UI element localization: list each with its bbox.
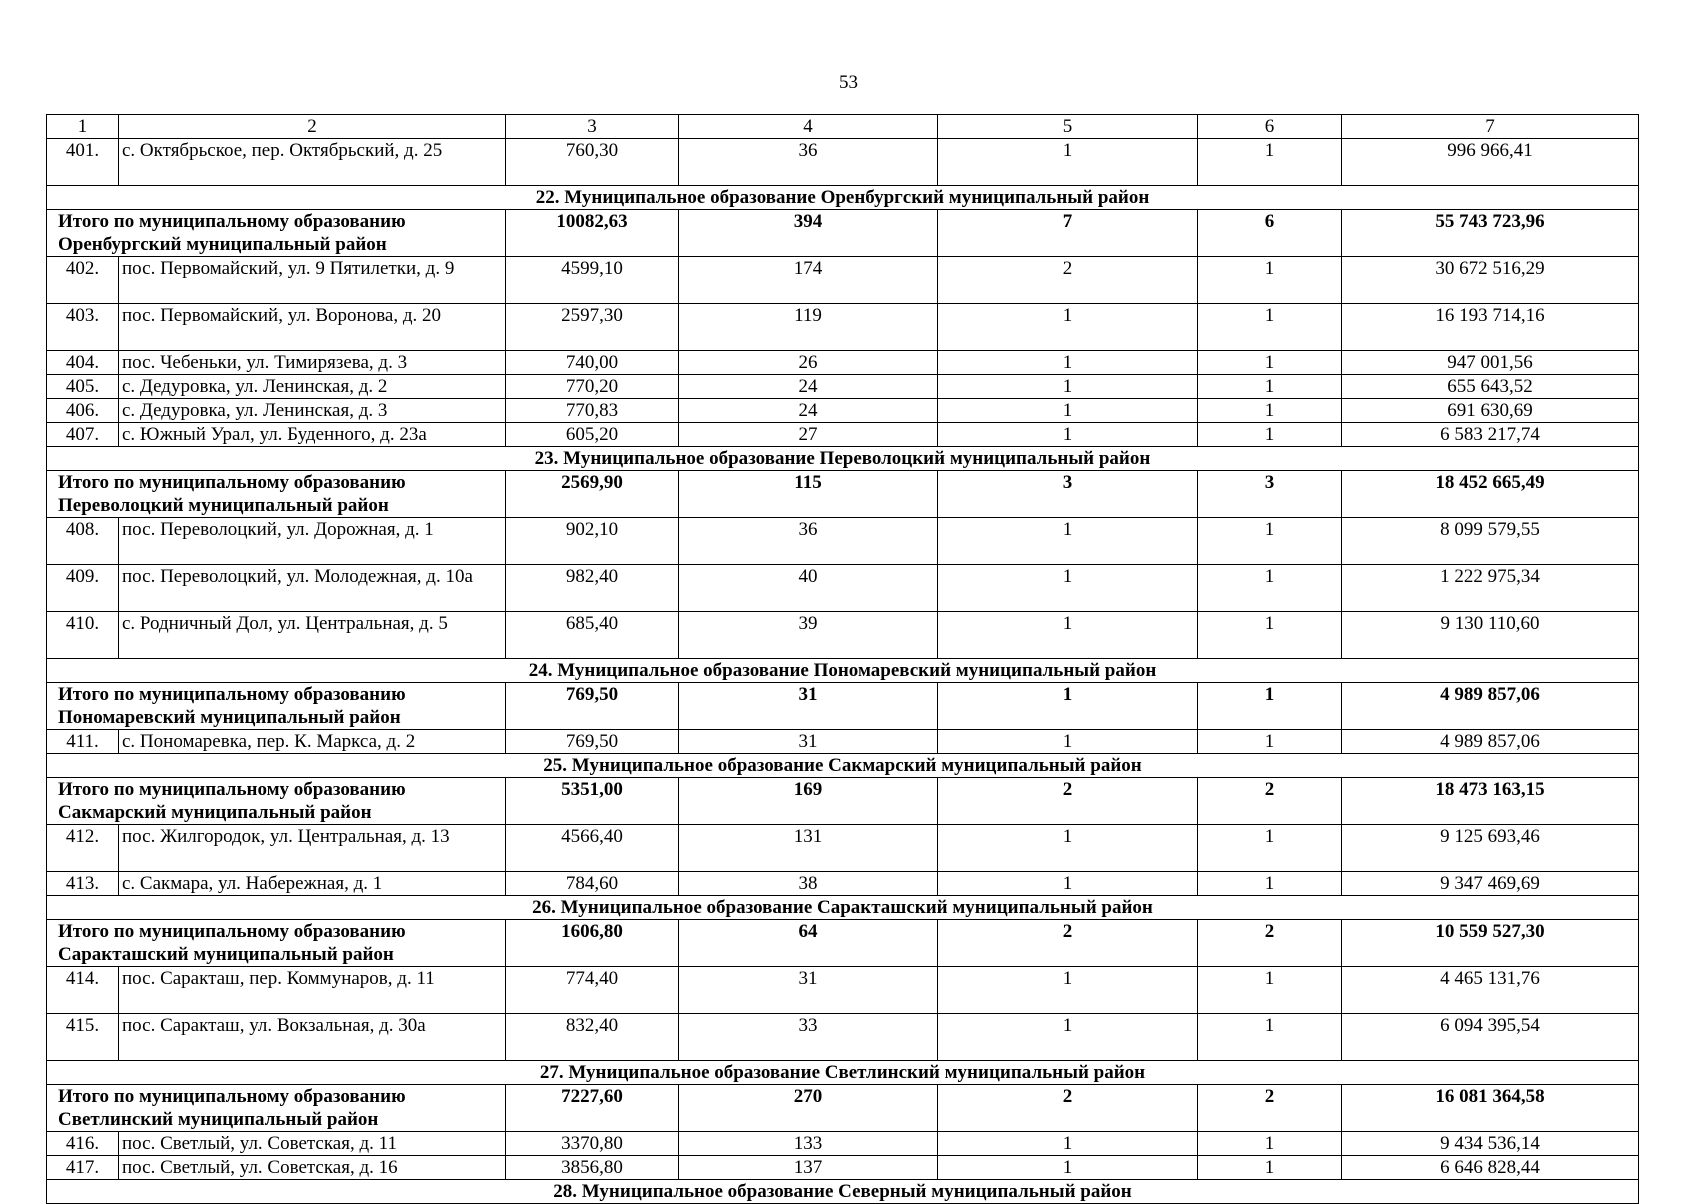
- count-6-cell: 1: [1198, 139, 1342, 186]
- section-title: 25. Муниципальное образование Сакмарский муниципальный район: [47, 754, 1639, 778]
- residents-count-cell: 36: [679, 139, 938, 186]
- subtotal-row: [47, 920, 1639, 967]
- column-number-row: [47, 115, 1639, 139]
- buildings-count-cell: 1: [938, 730, 1198, 754]
- row-number-cell: 405.: [47, 375, 119, 399]
- residents-count-cell: 174: [679, 257, 938, 304]
- row-number-cell: 415.: [47, 1014, 119, 1061]
- count-6-cell: 1: [1198, 1014, 1342, 1061]
- count-6-cell: 1: [1198, 375, 1342, 399]
- buildings-count-cell: 1: [938, 1156, 1198, 1180]
- cost-cell: 9 347 469,69: [1342, 872, 1639, 896]
- address-cell: пос. Светлый, ул. Советская, д. 11: [119, 1132, 506, 1156]
- section-header-row: [47, 659, 1639, 683]
- section-header-row: [47, 754, 1639, 778]
- subtotal-label: Итого по муниципальному образованию Оренбургский муниципальный район: [47, 210, 506, 257]
- table-row: [47, 139, 1639, 186]
- subtotal-value: 64: [679, 920, 938, 967]
- total-area-cell: 605,20: [506, 423, 679, 447]
- total-area-cell: 774,40: [506, 967, 679, 1014]
- subtotal-value: 31: [679, 683, 938, 730]
- table-row: [47, 565, 1639, 612]
- residents-count-cell: 27: [679, 423, 938, 447]
- column-number-cell: 7: [1342, 115, 1639, 139]
- subtotal-value: 169: [679, 778, 938, 825]
- address-cell: пос. Переволоцкий, ул. Дорожная, д. 1: [119, 518, 506, 565]
- row-number-cell: 404.: [47, 351, 119, 375]
- column-number-cell: 5: [938, 115, 1198, 139]
- subtotal-label: Итого по муниципальному образованию Саракташский муниципальный район: [47, 920, 506, 967]
- cost-cell: 6 094 395,54: [1342, 1014, 1639, 1061]
- cost-cell: 16 193 714,16: [1342, 304, 1639, 351]
- count-6-cell: 1: [1198, 257, 1342, 304]
- subtotal-value: 769,50: [506, 683, 679, 730]
- table-body: [47, 115, 1639, 1204]
- table-row: [47, 825, 1639, 872]
- subtotal-value: 270: [679, 1085, 938, 1132]
- column-number-cell: 3: [506, 115, 679, 139]
- cost-cell: 9 130 110,60: [1342, 612, 1639, 659]
- table-row: [47, 351, 1639, 375]
- total-area-cell: 784,60: [506, 872, 679, 896]
- total-area-cell: 3856,80: [506, 1156, 679, 1180]
- residents-count-cell: 31: [679, 730, 938, 754]
- residents-count-cell: 33: [679, 1014, 938, 1061]
- residents-count-cell: 36: [679, 518, 938, 565]
- subtotal-value: 55 743 723,96: [1342, 210, 1639, 257]
- row-number-cell: 406.: [47, 399, 119, 423]
- subtotal-value: 1606,80: [506, 920, 679, 967]
- total-area-cell: 982,40: [506, 565, 679, 612]
- subtotal-value: 115: [679, 471, 938, 518]
- subtotal-value: 18 452 665,49: [1342, 471, 1639, 518]
- subtotal-value: 1: [938, 683, 1198, 730]
- buildings-count-cell: 1: [938, 518, 1198, 565]
- buildings-count-cell: 1: [938, 139, 1198, 186]
- buildings-count-cell: 1: [938, 872, 1198, 896]
- cost-cell: 30 672 516,29: [1342, 257, 1639, 304]
- table-row: [47, 257, 1639, 304]
- row-number-cell: 407.: [47, 423, 119, 447]
- subtotal-row: [47, 471, 1639, 518]
- total-area-cell: 769,50: [506, 730, 679, 754]
- section-title: 22. Муниципальное образование Оренбургский муниципальный район: [47, 186, 1639, 210]
- table-row: [47, 423, 1639, 447]
- address-cell: с. Дедуровка, ул. Ленинская, д. 3: [119, 399, 506, 423]
- cost-cell: 9 125 693,46: [1342, 825, 1639, 872]
- subtotal-value: 2: [1198, 778, 1342, 825]
- section-title: 27. Муниципальное образование Светлинский муниципальный район: [47, 1061, 1639, 1085]
- row-number-cell: 410.: [47, 612, 119, 659]
- section-title: 23. Муниципальное образование Переволоцкий муниципальный район: [47, 447, 1639, 471]
- subtotal-value: 394: [679, 210, 938, 257]
- subtotal-value: 3: [1198, 471, 1342, 518]
- buildings-count-cell: 1: [938, 423, 1198, 447]
- column-number-cell: 2: [119, 115, 506, 139]
- table-row: [47, 967, 1639, 1014]
- section-title: 26. Муниципальное образование Саракташский муниципальный район: [47, 896, 1639, 920]
- subtotal-value: 2: [938, 1085, 1198, 1132]
- residents-count-cell: 119: [679, 304, 938, 351]
- column-number-cell: 4: [679, 115, 938, 139]
- table-row: [47, 612, 1639, 659]
- table-row: [47, 872, 1639, 896]
- section-header-row: [47, 1061, 1639, 1085]
- count-6-cell: 1: [1198, 612, 1342, 659]
- cost-cell: 8 099 579,55: [1342, 518, 1639, 565]
- count-6-cell: 1: [1198, 967, 1342, 1014]
- table-row: [47, 1132, 1639, 1156]
- address-cell: пос. Первомайский, ул. 9 Пятилетки, д. 9: [119, 257, 506, 304]
- subtotal-label: Итого по муниципальному образованию Светлинский муниципальный район: [47, 1085, 506, 1132]
- count-6-cell: 1: [1198, 1132, 1342, 1156]
- subtotal-value: 2: [938, 778, 1198, 825]
- section-title: 24. Муниципальное образование Пономаревский муниципальный район: [47, 659, 1639, 683]
- residents-count-cell: 39: [679, 612, 938, 659]
- total-area-cell: 4566,40: [506, 825, 679, 872]
- subtotal-value: 3: [938, 471, 1198, 518]
- row-number-cell: 402.: [47, 257, 119, 304]
- address-cell: с. Октябрьское, пер. Октябрьский, д. 25: [119, 139, 506, 186]
- row-number-cell: 417.: [47, 1156, 119, 1180]
- buildings-count-cell: 1: [938, 351, 1198, 375]
- subtotal-row: [47, 683, 1639, 730]
- residents-count-cell: 31: [679, 967, 938, 1014]
- row-number-cell: 401.: [47, 139, 119, 186]
- address-cell: с. Сакмара, ул. Набережная, д. 1: [119, 872, 506, 896]
- subtotal-value: 2: [1198, 1085, 1342, 1132]
- subtotal-value: 2: [1198, 920, 1342, 967]
- cost-cell: 9 434 536,14: [1342, 1132, 1639, 1156]
- address-cell: пос. Саракташ, пер. Коммунаров, д. 11: [119, 967, 506, 1014]
- cost-cell: 4 465 131,76: [1342, 967, 1639, 1014]
- table-row: [47, 1156, 1639, 1180]
- cost-cell: 947 001,56: [1342, 351, 1639, 375]
- count-6-cell: 1: [1198, 1156, 1342, 1180]
- address-cell: пос. Светлый, ул. Советская, д. 16: [119, 1156, 506, 1180]
- subtotal-value: 16 081 364,58: [1342, 1085, 1639, 1132]
- column-number-cell: 6: [1198, 115, 1342, 139]
- total-area-cell: 4599,10: [506, 257, 679, 304]
- subtotal-value: 2569,90: [506, 471, 679, 518]
- total-area-cell: 740,00: [506, 351, 679, 375]
- housing-register-table: [46, 114, 1639, 1204]
- count-6-cell: 1: [1198, 399, 1342, 423]
- buildings-count-cell: 1: [938, 825, 1198, 872]
- subtotal-value: 4 989 857,06: [1342, 683, 1639, 730]
- subtotal-value: 7227,60: [506, 1085, 679, 1132]
- section-title: 28. Муниципальное образование Северный муниципальный район: [47, 1180, 1639, 1204]
- cost-cell: 1 222 975,34: [1342, 565, 1639, 612]
- count-6-cell: 1: [1198, 351, 1342, 375]
- count-6-cell: 1: [1198, 730, 1342, 754]
- address-cell: пос. Переволоцкий, ул. Молодежная, д. 10а: [119, 565, 506, 612]
- residents-count-cell: 40: [679, 565, 938, 612]
- residents-count-cell: 38: [679, 872, 938, 896]
- address-cell: с. Южный Урал, ул. Буденного, д. 23а: [119, 423, 506, 447]
- column-number-cell: 1: [47, 115, 119, 139]
- count-6-cell: 1: [1198, 518, 1342, 565]
- cost-cell: 655 643,52: [1342, 375, 1639, 399]
- total-area-cell: 2597,30: [506, 304, 679, 351]
- count-6-cell: 1: [1198, 565, 1342, 612]
- buildings-count-cell: 1: [938, 565, 1198, 612]
- buildings-count-cell: 1: [938, 1132, 1198, 1156]
- cost-cell: 691 630,69: [1342, 399, 1639, 423]
- total-area-cell: 770,20: [506, 375, 679, 399]
- buildings-count-cell: 1: [938, 967, 1198, 1014]
- buildings-count-cell: 1: [938, 612, 1198, 659]
- subtotal-value: 2: [938, 920, 1198, 967]
- total-area-cell: 770,83: [506, 399, 679, 423]
- buildings-count-cell: 1: [938, 375, 1198, 399]
- row-number-cell: 413.: [47, 872, 119, 896]
- table-row: [47, 518, 1639, 565]
- address-cell: пос. Чебеньки, ул. Тимирязева, д. 3: [119, 351, 506, 375]
- subtotal-label: Итого по муниципальному образованию Переволоцкий муниципальный район: [47, 471, 506, 518]
- buildings-count-cell: 1: [938, 399, 1198, 423]
- table-row: [47, 399, 1639, 423]
- cost-cell: 996 966,41: [1342, 139, 1639, 186]
- address-cell: пос. Первомайский, ул. Воронова, д. 20: [119, 304, 506, 351]
- subtotal-label: Итого по муниципальному образованию Сакмарский муниципальный район: [47, 778, 506, 825]
- row-number-cell: 408.: [47, 518, 119, 565]
- table-row: [47, 375, 1639, 399]
- total-area-cell: 902,10: [506, 518, 679, 565]
- count-6-cell: 1: [1198, 423, 1342, 447]
- section-header-row: [47, 186, 1639, 210]
- residents-count-cell: 131: [679, 825, 938, 872]
- subtotal-row: [47, 210, 1639, 257]
- address-cell: пос. Саракташ, ул. Вокзальная, д. 30а: [119, 1014, 506, 1061]
- address-cell: с. Дедуровка, ул. Ленинская, д. 2: [119, 375, 506, 399]
- table-row: [47, 304, 1639, 351]
- residents-count-cell: 137: [679, 1156, 938, 1180]
- section-header-row: [47, 896, 1639, 920]
- count-6-cell: 1: [1198, 304, 1342, 351]
- row-number-cell: 409.: [47, 565, 119, 612]
- cost-cell: 6 646 828,44: [1342, 1156, 1639, 1180]
- subtotal-row: [47, 1085, 1639, 1132]
- subtotal-value: 18 473 163,15: [1342, 778, 1639, 825]
- row-number-cell: 412.: [47, 825, 119, 872]
- buildings-count-cell: 1: [938, 1014, 1198, 1061]
- residents-count-cell: 24: [679, 375, 938, 399]
- total-area-cell: 760,30: [506, 139, 679, 186]
- row-number-cell: 403.: [47, 304, 119, 351]
- row-number-cell: 416.: [47, 1132, 119, 1156]
- section-header-row: [47, 447, 1639, 471]
- subtotal-value: 5351,00: [506, 778, 679, 825]
- page-number: 53: [839, 72, 858, 93]
- buildings-count-cell: 2: [938, 257, 1198, 304]
- address-cell: пос. Жилгородок, ул. Центральная, д. 13: [119, 825, 506, 872]
- row-number-cell: 414.: [47, 967, 119, 1014]
- residents-count-cell: 24: [679, 399, 938, 423]
- table-row: [47, 730, 1639, 754]
- subtotal-value: 10082,63: [506, 210, 679, 257]
- total-area-cell: 685,40: [506, 612, 679, 659]
- subtotal-value: 10 559 527,30: [1342, 920, 1639, 967]
- buildings-count-cell: 1: [938, 304, 1198, 351]
- row-number-cell: 411.: [47, 730, 119, 754]
- subtotal-label: Итого по муниципальному образованию Пономаревский муниципальный район: [47, 683, 506, 730]
- total-area-cell: 832,40: [506, 1014, 679, 1061]
- subtotal-row: [47, 778, 1639, 825]
- count-6-cell: 1: [1198, 872, 1342, 896]
- cost-cell: 4 989 857,06: [1342, 730, 1639, 754]
- count-6-cell: 1: [1198, 825, 1342, 872]
- residents-count-cell: 26: [679, 351, 938, 375]
- address-cell: с. Родничный Дол, ул. Центральная, д. 5: [119, 612, 506, 659]
- cost-cell: 6 583 217,74: [1342, 423, 1639, 447]
- subtotal-value: 6: [1198, 210, 1342, 257]
- total-area-cell: 3370,80: [506, 1132, 679, 1156]
- table-row: [47, 1014, 1639, 1061]
- subtotal-value: 1: [1198, 683, 1342, 730]
- subtotal-value: 7: [938, 210, 1198, 257]
- residents-count-cell: 133: [679, 1132, 938, 1156]
- address-cell: с. Пономаревка, пер. К. Маркса, д. 2: [119, 730, 506, 754]
